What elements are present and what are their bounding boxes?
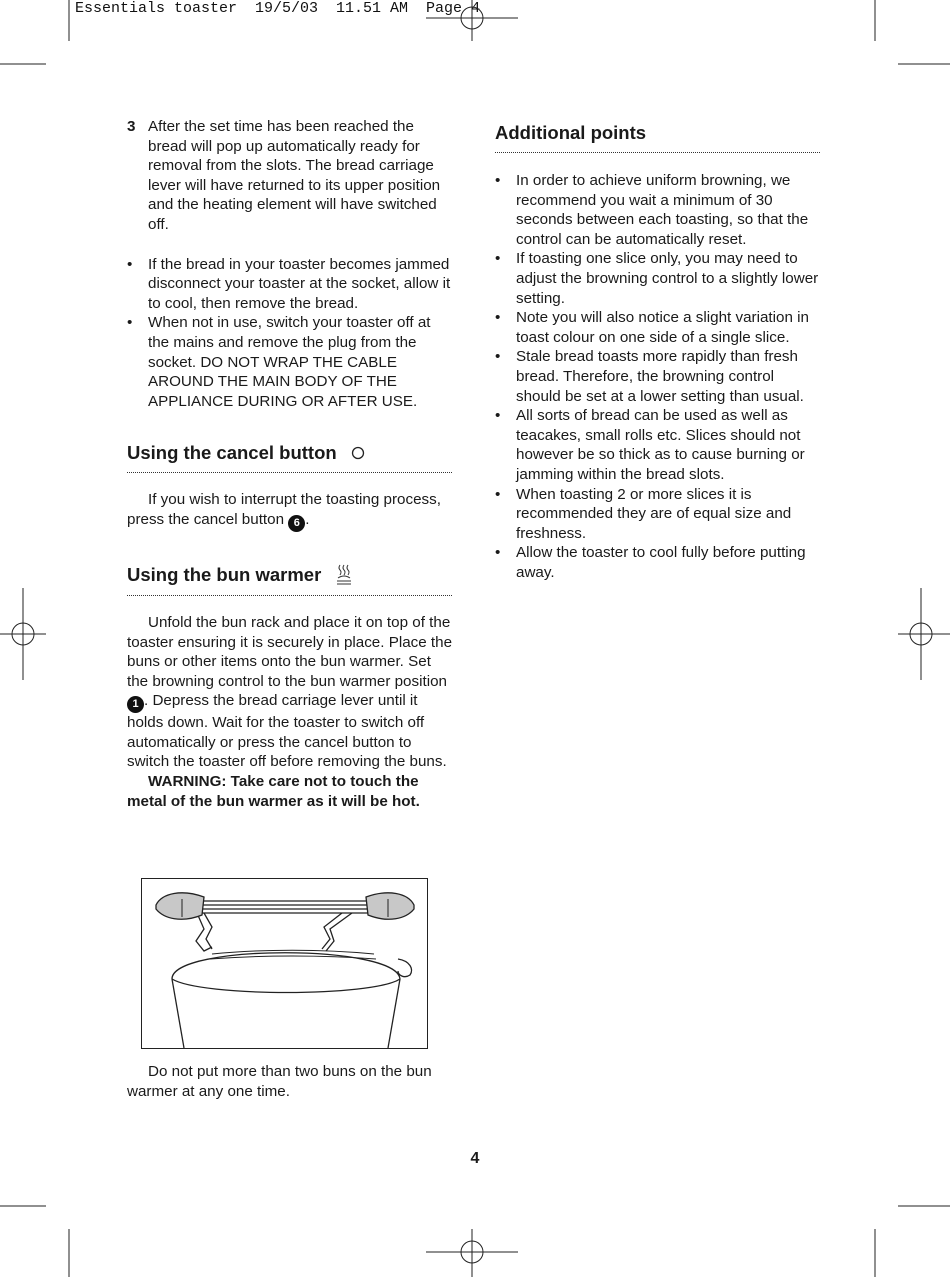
registration-mark-left xyxy=(0,588,46,680)
list-item xyxy=(495,249,820,308)
bullet-text: Note you will also notice a slight variation in toast colour on one side of a single slice. xyxy=(516,309,809,346)
left-column xyxy=(127,117,452,811)
step-3 xyxy=(127,117,452,235)
bullet-icon: • xyxy=(495,407,501,425)
bullet-icon: • xyxy=(495,250,501,268)
bullet-icon: • xyxy=(495,485,501,503)
bullet-text: When toasting 2 or more slices it is recommended they are of equal size and freshness. xyxy=(516,485,792,542)
heading-text: Using the cancel button xyxy=(127,442,337,464)
caption-text: Do not put more than two buns on the bun warmer at any one time. xyxy=(127,1063,432,1100)
additional-points-heading xyxy=(495,122,820,153)
bullet-icon: • xyxy=(495,348,501,366)
bullet-icon: • xyxy=(495,544,501,562)
warning-text: WARNING: Take care not to touch the metal of the bun warmer as it will be hot. xyxy=(127,773,420,810)
number-badge: 6 xyxy=(288,515,305,532)
left-rack-handle xyxy=(156,893,204,919)
list-item xyxy=(127,313,452,411)
number-badge: 1 xyxy=(127,696,144,713)
bullet-text: If the bread in your toaster becomes jammed disconnect your toaster at the socket, allow it to cool, then remove the bread. xyxy=(148,255,451,312)
right-rack-handle xyxy=(366,893,414,919)
circle-outline-icon xyxy=(351,446,365,460)
print-slug: Essentials toaster 19/5/03 11.51 AM Page 4 xyxy=(75,0,481,17)
page-number: 4 xyxy=(470,1150,480,1167)
paragraph-text-end: . Depress the bread carriage lever until it holds down. Wait for the toaster to switch off automatically or press the cancel button to switch the toaster off before removing the buns. xyxy=(127,692,447,771)
step-text: After the set time has been reached the bread will pop up automatically ready for removal from the slots. The bread carriage lever will have returned to its upper position and the heating element will have switched off. xyxy=(148,118,441,233)
paragraph-text: Unfold the bun rack and place it on top of the toaster ensuring it is securely in place. Place the buns or other items onto the bun warmer. Set the browning control to the bun warmer position xyxy=(127,613,453,690)
list-item xyxy=(495,406,820,484)
paragraph-text: If you wish to interrupt the toasting process, press the cancel button xyxy=(127,491,441,528)
bullet-icon: • xyxy=(127,314,133,332)
list-item xyxy=(495,543,820,582)
bullet-icon: • xyxy=(495,172,501,189)
bun-warmer-steam-icon xyxy=(335,563,353,587)
bullet-text: All sorts of bread can be used as well as teacakes, small rolls etc. Slices should not however be so thick as to cause burning or jamming within the bread slots. xyxy=(516,407,805,483)
registration-mark-bottom xyxy=(426,1229,518,1277)
heading-text: Additional points xyxy=(495,122,647,143)
bullet-text: If toasting one slice only, you may need to adjust the browning control to a slightly lower setting. xyxy=(516,250,819,307)
bullet-icon: • xyxy=(495,309,501,327)
registration-mark-right xyxy=(898,588,950,680)
toaster-with-bun-warmer-illustration xyxy=(141,878,428,1049)
bullet-text: In order to achieve uniform browning, we recommend you wait a minimum of 30 seconds between each toasting, so that the control can be automatically reset. xyxy=(516,172,809,248)
list-item xyxy=(495,171,820,249)
list-item xyxy=(495,347,820,406)
step-number: 3 xyxy=(127,118,136,135)
right-column xyxy=(495,117,820,582)
bullet-text: Stale bread toasts more rapidly than fresh bread. Therefore, the browning control should be set at a lower setting than usual. xyxy=(516,348,804,405)
registration-mark-top xyxy=(426,0,518,41)
cancel-section-heading xyxy=(127,442,452,473)
bullet-text: Allow the toaster to cool fully before putting away. xyxy=(516,544,806,581)
heading-text: Using the bun warmer xyxy=(127,563,322,585)
bun-warmer-section-heading xyxy=(127,563,452,596)
list-item xyxy=(495,485,820,544)
list-item xyxy=(495,308,820,347)
illustration-caption xyxy=(127,1062,452,1101)
list-item xyxy=(127,255,452,314)
cancel-paragraph xyxy=(127,490,452,532)
bun-warmer-paragraph xyxy=(127,613,452,772)
paragraph-text-end: . xyxy=(305,510,310,528)
bullet-text: When not in use, switch your toaster off at the mains and remove the plug from the socket. DO NOT WRAP THE CABLE AROUND THE MAIN BODY OF THE APPLIANCE DURING OR AFTER USE. xyxy=(148,314,431,410)
bullet-icon: • xyxy=(127,255,133,273)
